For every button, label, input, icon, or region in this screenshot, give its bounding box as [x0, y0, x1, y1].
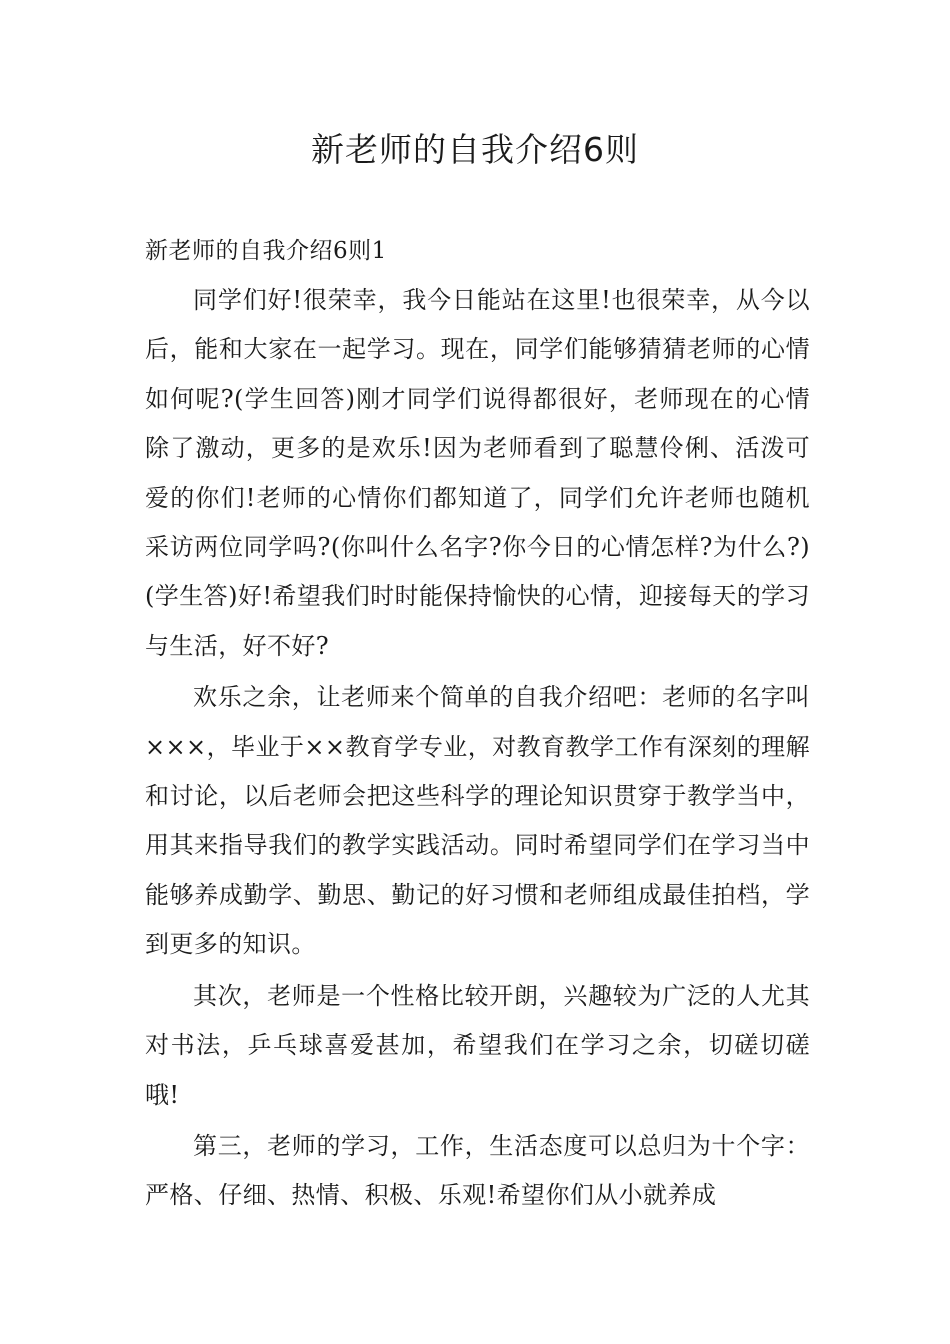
document-title: 新老师的自我介绍6则: [311, 130, 639, 169]
paragraph-3: 其次，老师是一个性格比较开朗，兴趣较为广泛的人尤其对书法，乒乓球喜爱甚加，希望我们在学习之余，切磋切磋哦!: [145, 981, 810, 1109]
paragraph-1: 同学们好!很荣幸，我今日能站在这里!也很荣幸，从今以后，能和大家在一起学习。现在，同学们能够猜猜老师的心情如何呢?(学生回答)刚才同学们说得都很好，老师现在的心情除了激动，更多的是欢乐!因为老师看到了聪慧伶俐、活泼可爱的你们!老师的心情你们都知道了，同学们允许老师也随机采访两位同学吗?(你叫什么名字?你今日的心情怎样?为什么?)(学生答)好!希望我们时时能保持愉快的心情，迎接每天的学习与生活，好不好?: [145, 286, 810, 660]
document-body: [145, 226, 810, 1223]
section-heading: 新老师的自我介绍6则1: [145, 238, 387, 264]
paragraph-4: 第三，老师的学习，工作，生活态度可以总归为十个字：严格、仔细、热情、积极、乐观!希望你们从小就养成: [145, 1131, 810, 1210]
paragraph-2: 欢乐之余，让老师来个简单的自我介绍吧：老师的名字叫×××，毕业于××教育学专业，对教育教学工作有深刻的理解和讨论，以后老师会把这些科学的理论知识贯穿于教学当中，用其来指导我们的教学实践活动。同时希望同学们在学习当中能够养成勤学、勤思、勤记的好习惯和老师组成最佳拍档，学到更多的知识。: [145, 683, 810, 959]
